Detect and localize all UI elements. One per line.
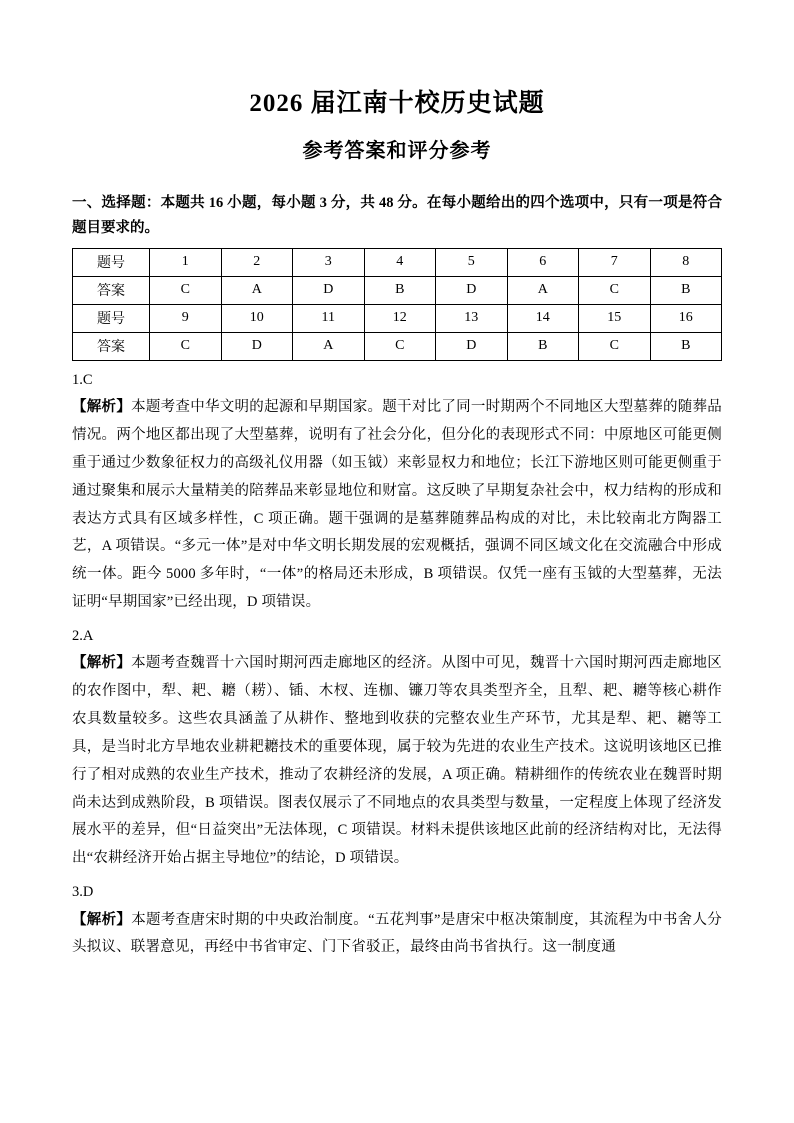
table-cell: C xyxy=(579,276,651,304)
row-label-number: 题号 xyxy=(73,304,150,332)
table-row xyxy=(73,276,722,304)
table-cell: 8 xyxy=(650,248,722,276)
table-cell: B xyxy=(650,276,722,304)
table-cell: 5 xyxy=(436,248,508,276)
section-heading: 一、选择题：本题共 16 小题，每小题 3 分，共 48 分。在每小题给出的四个选项中，只有一项是符合题目要求的。 xyxy=(72,195,722,237)
table-cell: A xyxy=(507,276,579,304)
table-cell: 2 xyxy=(221,248,293,276)
explanation-prefix: 【解析】 xyxy=(72,399,132,416)
table-cell: 16 xyxy=(650,304,722,332)
table-cell: B xyxy=(650,332,722,360)
table-cell: D xyxy=(436,332,508,360)
answer-label: 2.A xyxy=(72,627,94,644)
table-cell: D xyxy=(436,276,508,304)
table-cell: 10 xyxy=(221,304,293,332)
explanation-text: 本题考查中华文明的起源和早期国家。题干对比了同一时期两个不同地区大型墓葬的随葬品情况。两个地区都出现了大型墓葬，说明有了社会分化，但分化的表现形式不同：中原地区可能更侧重于通过少数象征权力的高级礼仪用器（如玉钺）来彰显权力和地位；长江下游地区则可能更侧重于通过聚集和展示大量精美的陪葬品来彰显地位和财富。这反映了早期复杂社会中，权力结构的形成和表达方式具有区域多样性，C 项正确。题干强调的是墓葬随葬品构成的对比，未比较南北方陶器工艺，A 项错误。“多元一体”是对中华文明长期发展的宏观概括，强调不同区域文化在交流融合中形成统一体。距今 5000 多年时，“一体”的格局还未形成，B 项错误。仅凭一座有玉钺的大型墓葬，无法证明“早期国家”已经出现，D 项错误。 xyxy=(72,399,722,611)
explanation-text: 本题考查魏晋十六国时期河西走廊地区的经济。从图中可见，魏晋十六国时期河西走廊地区的农作图中，犁、耙、耱（耢）、锸、木杈、连枷、镰刀等农具类型齐全，且犁、耙、耱等核心耕作农具数量较多。这些农具涵盖了从耕作、整地到收获的完整农业生产环节，尤其是犁、耙、耱等工具，是当时北方旱地农业耕耙耱技术的重要体现，属于较为先进的农业生产技术。这说明该地区已推行了相对成熟的农业生产技术，推动了农耕经济的发展，A 项正确。精耕细作的传统农业在魏晋时期尚未达到成熟阶段，B 项错误。图表仅展示了不同地点的农具类型与数量，一定程度上体现了经济发展水平的差异，但“日益突出”无法体现，C 项错误。材料未提供该地区此前的经济结构对比，无法得出“农耕经济开始占据主导地位”的结论，D 项错误。 xyxy=(72,655,722,867)
table-cell: D xyxy=(221,332,293,360)
explanation-paragraph xyxy=(72,650,722,873)
table-cell: 12 xyxy=(364,304,436,332)
table-cell: 13 xyxy=(436,304,508,332)
table-cell: C xyxy=(364,332,436,360)
table-cell: 3 xyxy=(293,248,365,276)
page-title: 2026 届江南十校历史试题 xyxy=(249,90,545,117)
explanation-paragraph xyxy=(72,907,722,963)
table-row xyxy=(73,248,722,276)
row-label-answer: 答案 xyxy=(73,332,150,360)
table-cell: B xyxy=(364,276,436,304)
table-cell: C xyxy=(150,332,222,360)
explanation-text: 本题考查唐宋时期的中央政治制度。“五花判事”是唐宋中枢决策制度，其流程为中书舍人分头拟议、联署意见，再经中书省审定、门下省驳正，最终由尚书省执行。这一制度通 xyxy=(72,911,722,956)
answer-label: 1.C xyxy=(72,371,93,388)
explanation-paragraph xyxy=(72,394,722,617)
table-cell: C xyxy=(150,276,222,304)
table-cell: 9 xyxy=(150,304,222,332)
table-cell: D xyxy=(293,276,365,304)
table-cell: 4 xyxy=(364,248,436,276)
table-cell: 11 xyxy=(293,304,365,332)
answer-key-table xyxy=(72,248,722,361)
row-label-number: 题号 xyxy=(73,248,150,276)
table-cell: A xyxy=(221,276,293,304)
table-cell: B xyxy=(507,332,579,360)
row-label-answer: 答案 xyxy=(73,276,150,304)
table-cell: 15 xyxy=(579,304,651,332)
explanation-prefix: 【解析】 xyxy=(72,911,132,928)
table-row xyxy=(73,332,722,360)
table-cell: 7 xyxy=(579,248,651,276)
table-cell: 14 xyxy=(507,304,579,332)
explanation-prefix: 【解析】 xyxy=(72,655,132,672)
table-cell: A xyxy=(293,332,365,360)
page-subtitle: 参考答案和评分参考 xyxy=(302,140,492,162)
answer-label: 3.D xyxy=(72,884,94,901)
table-row xyxy=(73,304,722,332)
table-cell: C xyxy=(579,332,651,360)
table-cell: 6 xyxy=(507,248,579,276)
table-cell: 1 xyxy=(150,248,222,276)
